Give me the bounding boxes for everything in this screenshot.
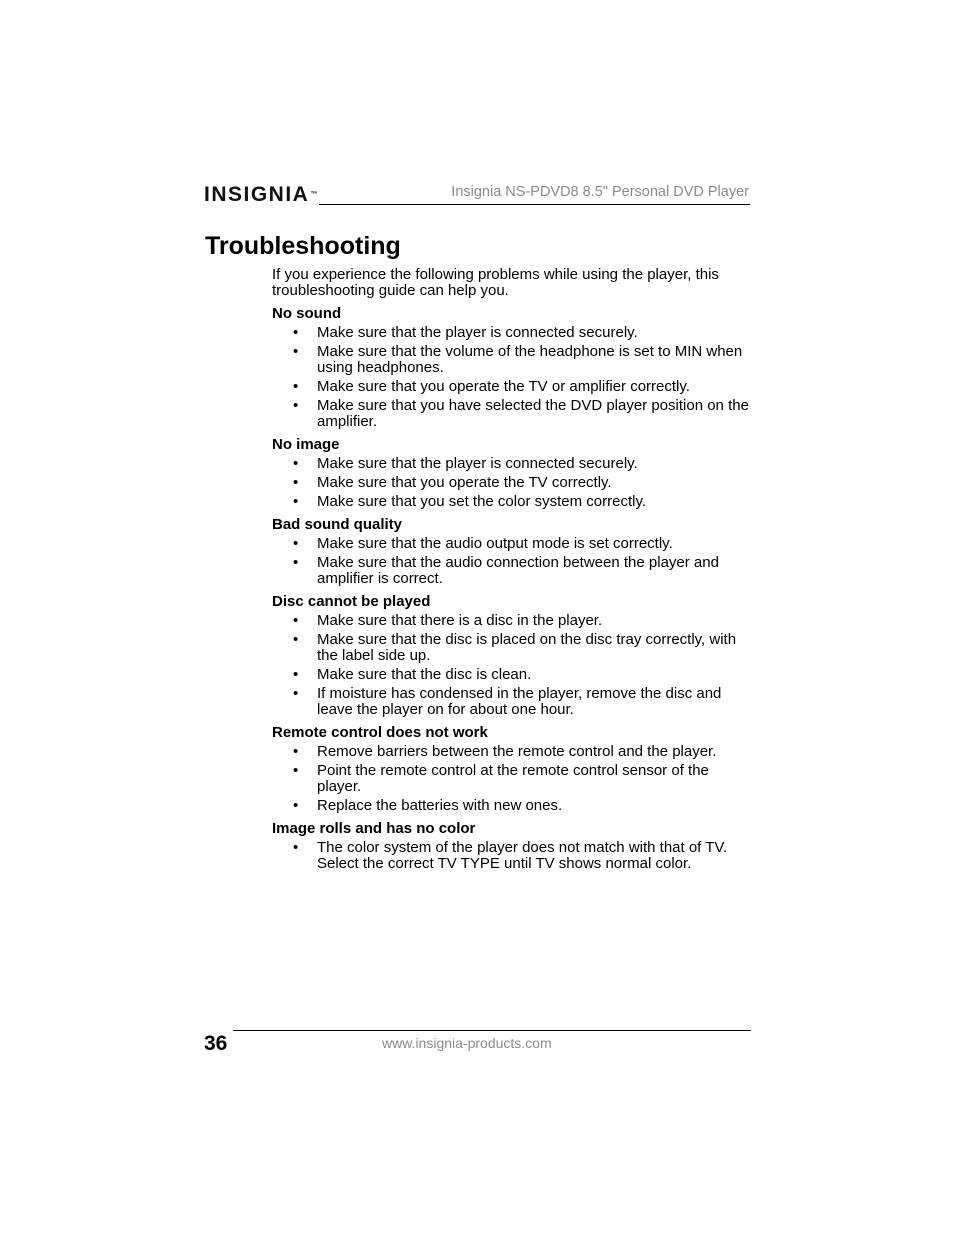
section-remote-control-does-not-work [272,725,752,814]
page-number: 36 [204,1032,228,1055]
list-item: • Point the remote control at the remote control sensor of the player. [272,763,752,795]
list-item: • Make sure that you set the color system correctly. [272,494,752,510]
list-item: • Make sure that the volume of the headphone is set to MIN when using headphones. [272,344,752,376]
list-item: • Make sure that the audio connection between the player and amplifier is correct. [272,555,752,587]
section-disc-cannot-be-played [272,594,752,718]
list-item: • Make sure that you operate the TV correctly. [272,475,752,491]
troubleshooting-content [272,267,752,879]
section-no-sound [272,306,752,430]
list-item: • Make sure that the audio output mode is set correctly. [272,536,752,552]
list-item: • Make sure that you operate the TV or amplifier correctly. [272,379,752,395]
section-heading: Remote control does not work [272,724,488,741]
list-item: • Make sure that you have selected the DVD player position on the amplifier. [272,398,752,430]
section-heading: No image [272,436,340,453]
list-item: • Make sure that there is a disc in the player. [272,613,752,629]
section-no-image [272,437,752,510]
footer-url: www.insignia-products.com [382,1035,552,1051]
bullet-list [272,840,752,872]
trademark-symbol: ™ [310,191,318,198]
list-item: • Make sure that the disc is placed on the disc tray correctly, with the label side up. [272,632,752,664]
list-item: • Remove barriers between the remote control and the player. [272,744,752,760]
list-item: • The color system of the player does not match with that of TV. Select the correct TV TYPE until TV shows normal color. [272,840,752,872]
list-item: • Make sure that the disc is clean. [272,667,752,683]
bullet-list [272,536,752,587]
intro-paragraph: If you experience the following problems while using the player, this troubleshooting guide can help you. [272,266,719,299]
header-title: Insignia NS-PDVD8 8.5" Personal DVD Player [451,184,749,200]
page-title: Troubleshooting [205,232,401,260]
footer-divider [233,1030,751,1031]
section-image-rolls-no-color [272,821,752,872]
logo-wordmark: INSIGNIA [204,183,310,206]
section-heading: No sound [272,305,342,322]
section-heading: Disc cannot be played [272,593,431,610]
list-item: • Make sure that the player is connected securely. [272,325,752,341]
section-bad-sound-quality [272,517,752,587]
bullet-list [272,456,752,510]
section-heading: Bad sound quality [272,516,403,533]
bullet-list [272,613,752,718]
section-heading: Image rolls and has no color [272,820,476,837]
list-item: • Make sure that the player is connected securely. [272,456,752,472]
insignia-logo [204,181,317,209]
bullet-list [272,325,752,430]
header-divider [319,204,750,205]
list-item: • If moisture has condensed in the player, remove the disc and leave the player on for about one hour. [272,686,752,718]
list-item: • Replace the batteries with new ones. [272,798,752,814]
bullet-list [272,744,752,814]
